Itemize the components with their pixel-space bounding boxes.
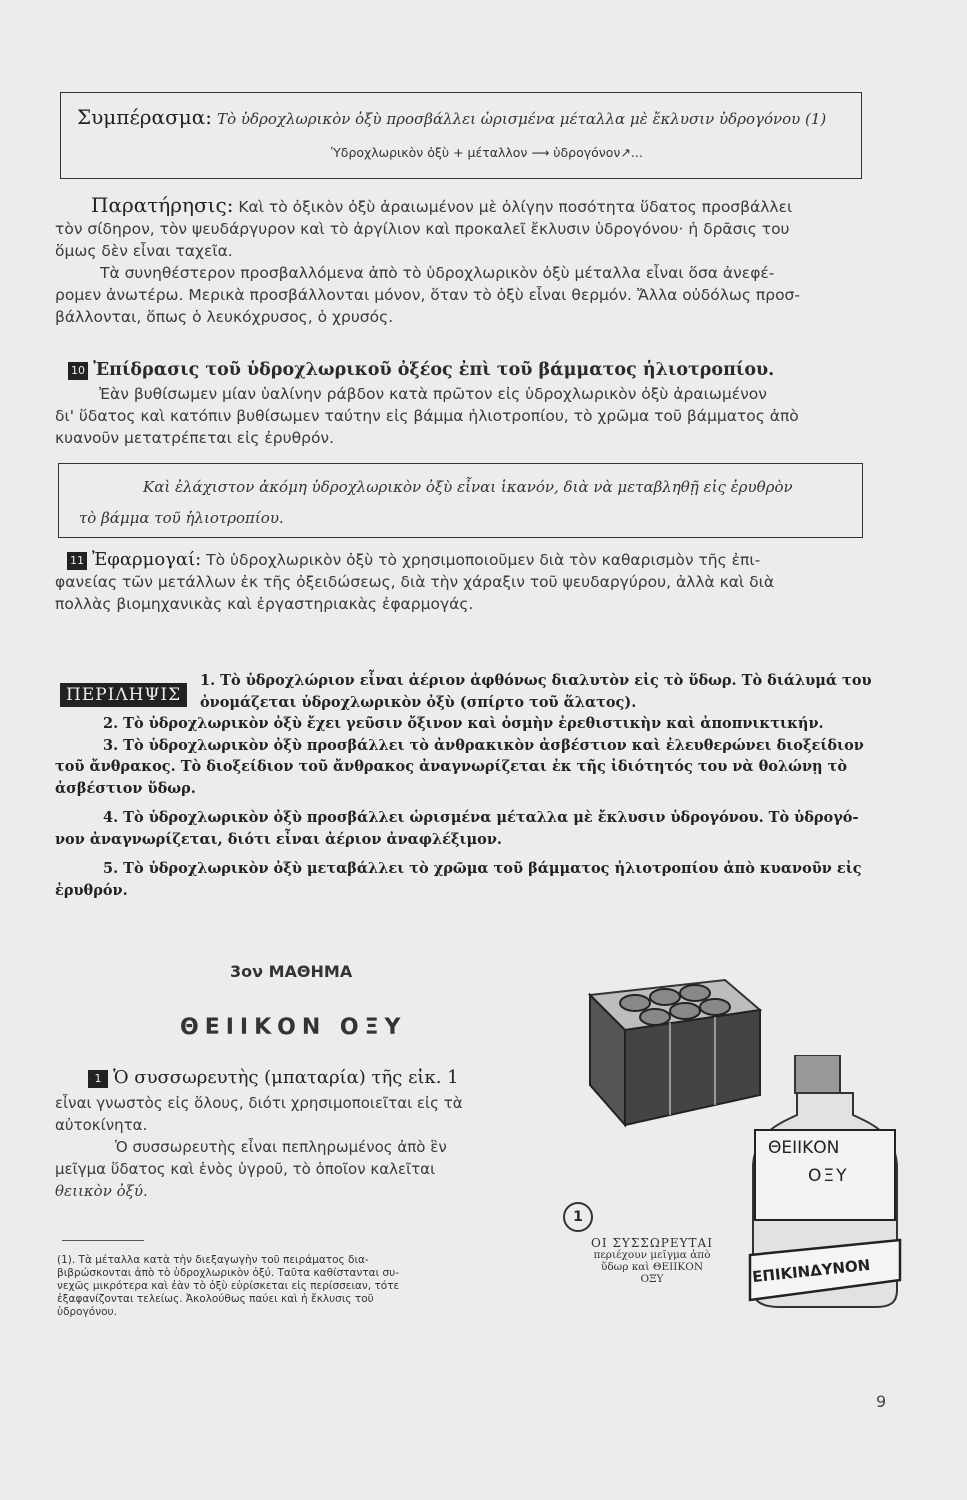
caption-line: ΟΞΥ xyxy=(640,1273,664,1285)
observation-line: τὸν σίδηρον, τὸν ψευδάργυρον καὶ τὸ ἀργίλιον καὶ προκαλεῖ ἔκλυσιν ὑδρογόνου· ἡ δρᾶσις του xyxy=(55,220,790,238)
summary-item: 5. Τὸ ὑδροχλωρικὸν ὀξὺ μεταβάλλει τὸ χρῶμα τοῦ βάμματος ἡλιοτροπίου ἀπὸ κυανοῦν εἰς xyxy=(103,860,862,877)
paragraph-line: μεῖγμα ὕδατος καὶ ἑνὸς ὑγροῦ, τὸ ὁποῖον καλεῖται xyxy=(55,1160,436,1178)
observation-line: ὅμως δὲν εἶναι ταχεῖα. xyxy=(55,242,233,260)
observation-line: Καὶ τὸ ὀξικὸν ὀξὺ ἀραιωμένον μὲ ὀλίγην ποσότητα ὕδατος προσβάλλει xyxy=(238,198,793,216)
paragraph-line: Ἐὰν βυθίσωμεν μίαν ὑαλίνην ράβδον κατὰ πρῶτον εἰς ὑδροχλωρικὸν ὀξὺ ἀραιωμένον xyxy=(99,385,767,403)
footnote-line: ὑδρογόνου. xyxy=(57,1306,117,1318)
paragraph-line: εἶναι γνωστὸς εἰς ὅλους, διότι χρησιμοποιεῖται εἰς τὰ xyxy=(55,1094,463,1112)
paragraph-line: Ὁ συσσωρευτὴς εἶναι πεπληρωμένος ἀπὸ ἓν xyxy=(115,1138,447,1156)
footnote xyxy=(57,1254,547,1319)
conclusion-text: Τὸ ὑδροχλωρικὸν ὀξὺ προσβάλλει ὡρισμένα μέταλλα μὲ ἔκλυσιν ὑδρογόνου (1) xyxy=(217,110,827,128)
figure-number-badge xyxy=(563,1202,593,1232)
section-number-badge: 1 xyxy=(88,1070,108,1088)
summary-item: 3. Τὸ ὑδροχλωρικὸν ὀξὺ προσβάλλει τὸ ἀνθρακικὸν ἀσβέστιον καὶ ἐλευθερώνει διοξείδιον xyxy=(103,736,864,754)
summary-item: ἐρυθρόν. xyxy=(55,881,128,899)
summary-item: τοῦ ἄνθρακος. Τὸ διοξείδιον τοῦ ἄνθρακος ἀναγνωρίζεται ἐκ τῆς ἰδιότητός του νὰ θολώνῃ τὸ xyxy=(55,758,848,775)
observation-label: Παρατήρησις: xyxy=(91,193,234,217)
battery-illustration xyxy=(545,975,765,1145)
warning-label: ΕΠΙΚΙΝΔΥΝΟΝ xyxy=(751,1255,872,1287)
figure-number: 1 xyxy=(573,1209,583,1225)
note-line: τὸ βάμμα τοῦ ἡλιοτροπίου. xyxy=(79,509,284,527)
observation-line: Τὰ συνηθέστερον προσβαλλόμενα ἀπὸ τὸ ὑδροχλωρικὸν ὀξὺ μέταλλα εἶναι ὅσα ἀνεφέ- xyxy=(100,264,775,282)
caption-line: ΟΙ ΣΥΣΣΩΡΕΥΤΑΙ xyxy=(591,1236,713,1250)
paragraph-line: Τὸ ὑδροχλωρικὸν ὀξὺ τὸ χρησιμοποιοῦμεν διὰ τὸν καθαρισμὸν τῆς ἐπι- xyxy=(206,551,761,569)
caption-line: ὕδωρ καὶ ΘΕΙΙΚΟΝ xyxy=(600,1261,704,1273)
footnote-line: (1). Τὰ μέταλλα κατὰ τὴν διεξαγωγὴν τοῦ πειράματος δια- xyxy=(57,1254,369,1266)
lesson-title: ΘΕΙΙΚΟΝ ΟΞΥ xyxy=(180,1015,407,1040)
observation-line: ρομεν ἀνωτέρω. Μερικὰ προσβάλλονται μόνον, ὅταν τὸ ὀξὺ εἶναι θερμόν. Ἄλλα οὐδόλως προσ- xyxy=(55,286,800,304)
conclusion-equation: Ὑδροχλωρικὸν ὀξὺ + μέταλλον ⟶ ὑδρογόνον↗... xyxy=(331,145,643,160)
section-1-heading xyxy=(88,1067,459,1088)
section-title: Ἐπίδρασις τοῦ ὑδροχλωρικοῦ ὀξέος ἐπὶ τοῦ βάμματος ἡλιοτροπίου. xyxy=(93,360,775,380)
summary-item: ὀνομάζεται ὑδροχλωρικὸν ὀξὺ (σπίρτο τοῦ ἅλατος). xyxy=(200,693,637,711)
footnote-line: ἐξαφανίζονται τελείως. Ἀκολούθως παύει καὶ ἡ ἔκλυσις τοῦ xyxy=(57,1293,374,1305)
page-number: 9 xyxy=(876,1392,887,1411)
paragraph-line: κυανοῦν μετατρέπεται εἰς ἐρυθρόν. xyxy=(55,429,335,447)
lesson-label: ΜΑΘΗΜΑ xyxy=(268,962,353,981)
lesson-heading xyxy=(230,962,352,981)
summary-badge: ΠΕΡΙΛΗΨΙΣ xyxy=(60,683,187,707)
conclusion-label: Συμπέρασμα: xyxy=(77,105,212,129)
section-number-badge: 10 xyxy=(68,362,88,380)
conclusion-box xyxy=(60,92,862,179)
note-box xyxy=(58,463,863,538)
paragraph-line: δι' ὕδατος καὶ κατόπιν βυθίσωμεν ταύτην εἰς βάμμα ἡλιοτροπίου, τὸ χρῶμα τοῦ βάμματος ἀπὸ xyxy=(55,407,799,425)
paragraph-line: θειικὸν ὀξύ. xyxy=(55,1182,148,1200)
section-title: Ἐφαρμογαί: xyxy=(91,549,202,570)
section-1-paragraph xyxy=(55,1092,535,1202)
lesson-number: 3ον xyxy=(230,962,264,981)
section-11-paragraph xyxy=(55,549,885,615)
summary-list xyxy=(55,670,885,901)
summary-item: 1. Τὸ ὑδροχλώριον εἶναι ἀέριον ἀφθόνως διαλυτὸν εἰς τὸ ὕδωρ. Τὸ διάλυμά του xyxy=(200,672,872,689)
figure-caption xyxy=(552,1237,752,1285)
summary-item: 4. Τὸ ὑδροχλωρικὸν ὀξὺ προσβάλλει ὡρισμένα μέταλλα μὲ ἔκλυσιν ὑδρογόνου. Τὸ ὑδρογό- xyxy=(103,809,859,826)
note-line: Καὶ ἐλάχιστον ἀκόμη ὑδροχλωρικὸν ὀξὺ εἶναι ἱκανόν, διὰ νὰ μεταβληθῇ εἰς ἐρυθρὸν xyxy=(143,478,793,496)
paragraph-line: πολλὰς βιομηχανικὰς καὶ ἐργαστηριακὰς ἐφαρμογάς. xyxy=(55,595,474,613)
paragraph-line: αὐτοκίνητα. xyxy=(55,1116,148,1134)
summary-item: νον ἀναγνωρίζεται, διότι εἶναι ἀέριον ἀναφλέξιμον. xyxy=(55,830,502,848)
paragraph-line: φανείας τῶν μετάλλων ἐκ τῆς ὀξειδώσεως, διὰ τὴν χάραξιν τοῦ ψευδαργύρου, ἀλλὰ καὶ διὰ xyxy=(55,573,775,591)
summary-item: ἀσβέστιον ὕδωρ. xyxy=(55,779,196,797)
bottle-label-line: ΟΞΥ xyxy=(808,1166,849,1186)
section-title: Ὁ συσσωρευτὴς (μπαταρία) τῆς εἰκ. 1 xyxy=(113,1067,459,1088)
footnote-line: νεχῶς μικρότερα καὶ ἐὰν τὸ ὀξὺ εὑρίσκεται εἰς περίσσειαν, τότε xyxy=(57,1280,400,1292)
caption-line: περιέχουν μεῖγμα ἀπὸ xyxy=(593,1249,711,1261)
section-10-paragraph xyxy=(55,383,875,449)
observation-paragraph xyxy=(55,194,875,328)
section-10-heading xyxy=(68,360,774,380)
section-number-badge: 11 xyxy=(67,552,87,570)
footnote-line: βιβρώσκονται ἀπὸ τὸ ὑδροχλωρικὸν ὀξύ. Ταῦτα καθίστανται συ- xyxy=(57,1267,399,1279)
footnote-divider xyxy=(62,1240,144,1241)
bottle-label-line: ΘΕΙΙΚΟΝ xyxy=(768,1138,840,1158)
summary-item: 2. Τὸ ὑδροχλωρικὸν ὀξὺ ἔχει γεῦσιν ὄξινον καὶ ὀσμὴν ἐρεθιστικὴν καὶ ἀποπνικτικήν. xyxy=(103,715,824,732)
observation-line: βάλλονται, ὅπως ὁ λευκόχρυσος, ὁ χρυσός. xyxy=(55,308,394,326)
